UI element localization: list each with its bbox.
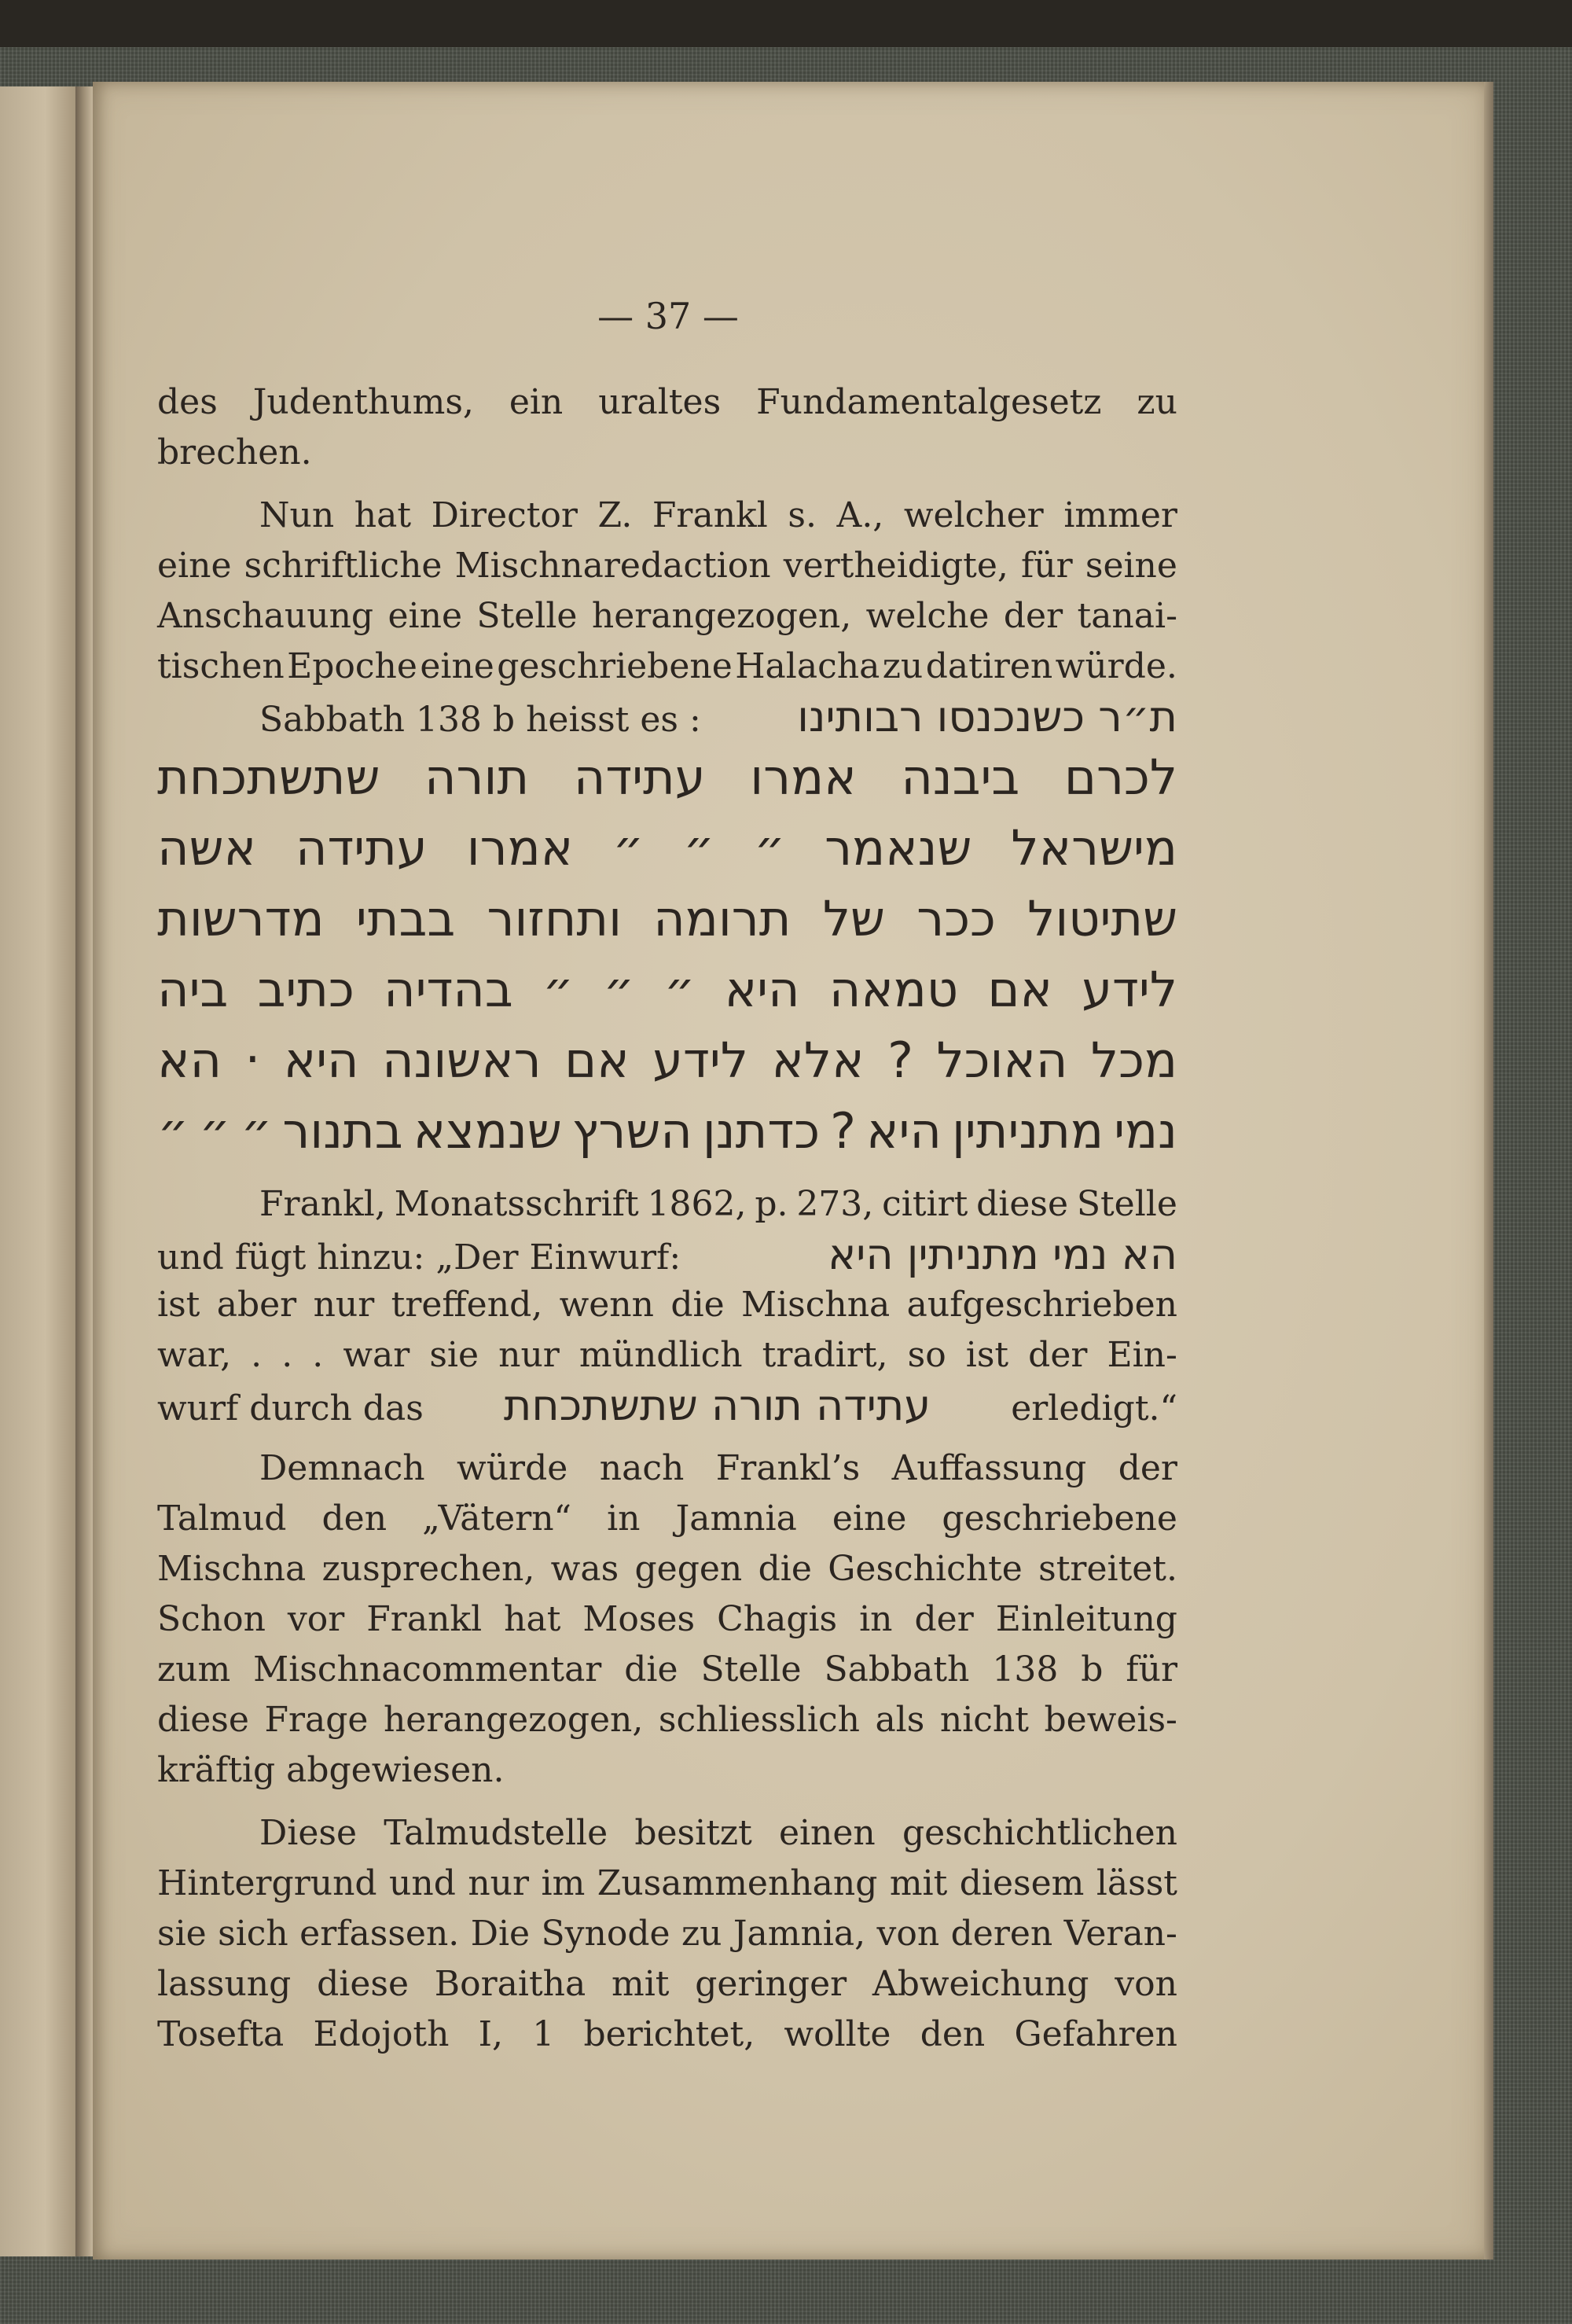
hebrew-line [157,1025,1177,1096]
word: ? [887,1031,914,1089]
word: eine [157,546,232,586]
word: nur [313,1285,375,1325]
word: של [822,890,885,947]
text-line [157,1645,1177,1695]
book-gutter [75,86,93,2256]
word: . [281,1335,293,1375]
word: Mischnacommentar [253,1649,602,1690]
word: ״ [603,961,635,1018]
word: eine [420,646,494,686]
paragraph-spacer [157,1167,1177,1179]
word: hat [354,495,412,535]
word: ״ [199,1102,231,1160]
word: welche [865,596,990,636]
word: wollte [784,2014,891,2054]
word: היא [283,1031,359,1089]
word: ״ [754,819,786,877]
word: ״ [241,1102,273,1160]
text-line [157,1808,1177,1859]
word: טמאה [828,961,959,1018]
word: der [1118,1448,1177,1488]
word: Stelle [1076,1184,1177,1224]
word: im [541,1863,586,1903]
hebrew-line [157,742,1177,813]
word: datiren [925,646,1053,686]
word: ist [965,1335,1009,1375]
text-line [157,1594,1177,1645]
page-edge [1484,82,1493,2260]
text-line [157,1025,1177,1096]
word: Veran- [1063,1914,1177,1954]
word: השרץ [571,1102,692,1160]
word: diese [317,1964,409,2004]
word: אלא [771,1031,865,1089]
hebrew-quote: הא נמי מתניתין היא [828,1230,1177,1279]
word: ״ [542,961,574,1018]
word: Frankl, [259,1184,386,1224]
word: von [1115,1964,1177,2004]
word: עתידה [573,748,706,806]
word: מישראל [1011,819,1177,877]
word: Geschichte [828,1549,1023,1589]
text-line [157,1381,1177,1431]
word: ‧ [244,1031,261,1089]
word: שתשתכחת [157,748,380,806]
word: hat [504,1599,561,1639]
word: streitet. [1038,1549,1177,1589]
text-line [157,1179,1177,1230]
word: . [251,1335,263,1375]
word: s. [788,495,817,535]
word: לכרם [1063,748,1177,806]
hebrew-quote: עתידה תורה שתשתכחת [503,1381,931,1430]
hebrew-line [157,884,1177,954]
page-number: — 37 — [597,295,739,337]
word: nach [599,1448,685,1488]
word: Stelle [476,596,578,636]
word: נמי [1114,1102,1177,1160]
word: 138 [992,1649,1059,1690]
word: ביבנה [901,748,1020,806]
word: gegen [634,1549,743,1589]
word: מדרשות [157,890,325,947]
word: geschriebene [942,1498,1177,1539]
word: sie [157,1914,207,1954]
text-line [157,1230,1177,1280]
word: Auffassung [891,1448,1087,1488]
word: nur [498,1335,560,1375]
hebrew-line [157,1096,1177,1167]
word: lassung [157,1964,292,2004]
word: geschriebene [497,646,733,686]
word: 273, [796,1184,874,1224]
word: שתיטול [1027,890,1177,947]
word: Gefahren [1014,2014,1177,2054]
word: die [624,1649,678,1690]
word: Epoche [287,646,417,686]
word: berichtet, [583,2014,755,2054]
body-text [157,291,1177,2060]
word: war [343,1335,410,1375]
text-line [157,541,1177,591]
word: Tosefta [157,2014,285,2054]
word: Monatsschrift [394,1184,639,1224]
word: ״ [683,819,715,877]
text-line [157,742,1177,813]
word: als [875,1700,925,1740]
word: Die [470,1914,531,1954]
word: אם [987,961,1052,1018]
word: Mischna [157,1549,307,1589]
word: Stelle [700,1649,802,1690]
word: geringer [695,1964,847,2004]
word: aufgeschrieben [906,1285,1177,1325]
word: aber [216,1285,297,1325]
text-line [157,1859,1177,1909]
word: Schon [157,1599,266,1639]
hebrew-line [157,954,1177,1025]
word: ״ [663,961,696,1018]
hebrew-line [157,813,1177,884]
word: Frankl [652,495,768,535]
word: des [157,382,218,422]
word: der [1028,1335,1088,1375]
word: tischen [157,646,285,686]
word: die [758,1549,812,1589]
word: תרומה [653,890,792,947]
word: wenn [559,1285,654,1325]
word: den [321,1498,387,1539]
word: nur [468,1863,530,1903]
text-line [157,642,1177,692]
word: אמרו [466,819,574,877]
word: vor [287,1599,345,1639]
word: Ein- [1107,1335,1177,1375]
word: vertheidigte, [783,546,1008,586]
word: lässt [1096,1863,1177,1903]
word: היא [866,1102,942,1160]
word: ein [509,382,564,422]
text-line [157,591,1177,642]
word: schliesslich [658,1700,860,1740]
word: p. [755,1184,788,1224]
word: אמרו [750,748,857,806]
word: einen [778,1813,876,1853]
word: treffend, [391,1285,543,1325]
word: אשה [157,819,256,877]
word: Boraitha [434,1964,586,2004]
word: zu [681,1914,722,1954]
word: und [389,1863,456,1903]
text-line [157,1330,1177,1381]
text-line [157,692,1177,742]
word: uraltes [598,382,722,422]
word: zum [157,1649,231,1690]
word: ותחזור [487,890,622,947]
word: ״ [612,819,645,877]
word: was [550,1549,619,1589]
word: mit [889,1863,948,1903]
word: von [876,1914,940,1954]
word: Sabbath [824,1649,970,1690]
word: Moses [582,1599,696,1639]
word: Nun [259,495,335,535]
word: Chagis [717,1599,838,1639]
word: deren [950,1914,1053,1954]
text-line [157,1280,1177,1330]
word: Talmudstelle [384,1813,608,1853]
word: שנאמר [825,819,972,877]
word: sie [429,1335,479,1375]
word: besitzt [634,1813,752,1853]
word: כתיב [257,961,354,1018]
word: ביה [157,961,229,1018]
word: für [1021,546,1073,586]
word: welcher [903,495,1044,535]
word: אם [564,1031,630,1089]
word: mündlich [578,1335,743,1375]
text-line [157,1959,1177,2010]
word: Fundamentalgesetz [756,382,1102,422]
word: שנמצא [413,1102,562,1160]
word: מתניתין [952,1102,1104,1160]
latin-text: und fügt hinzu: „Der Einwurf: [157,1237,681,1278]
word: die [670,1285,725,1325]
word: תורה [424,748,530,806]
latin-text: wurf durch das [157,1388,424,1429]
word: nicht [939,1700,1029,1740]
word: Halacha [735,646,880,686]
word: האוכל [936,1031,1068,1089]
word: würde. [1055,646,1177,686]
word: diese [976,1184,1069,1224]
text-line: kräftig abgewiesen. [157,1750,505,1790]
word: הא [157,1031,222,1089]
text-line [157,1096,1177,1167]
word: Frage [264,1700,369,1740]
text-line [157,954,1177,1025]
text-line [157,1909,1177,1959]
word: מכל [1090,1031,1177,1089]
word: Anschauung [157,596,374,636]
word: in [607,1498,641,1539]
word: eine [832,1498,907,1539]
word: ist [157,1285,200,1325]
word: Jamnia [675,1498,797,1539]
word: Abweichung [872,1964,1089,2004]
word: tradirt, [762,1335,888,1375]
text-line [157,1443,1177,1494]
word: so [907,1335,946,1375]
word: geschichtlichen [902,1813,1177,1853]
text-line [157,2010,1177,2060]
word: Mischna [741,1285,891,1325]
text-line [157,491,1177,541]
text-line [157,1494,1177,1544]
word: Hintergrund [157,1863,377,1903]
word: den [920,2014,986,2054]
word: b [1081,1649,1104,1690]
word: Edojoth [313,2014,450,2054]
word: 1862, [647,1184,747,1224]
word: der [914,1599,974,1639]
word: Zusammenhang [597,1863,878,1903]
word: בהדיה [384,961,513,1018]
text-line [157,884,1177,954]
text-line [157,1544,1177,1594]
word: sich [218,1914,288,1954]
word: כדתנן [702,1102,820,1160]
text-line [157,1695,1177,1745]
word: diese [157,1700,249,1740]
word: schriftliche [244,546,443,586]
word: Demnach [259,1448,425,1488]
word: zu [1137,382,1177,422]
word: „Vätern“ [422,1498,572,1539]
word: Einleitung [995,1599,1177,1639]
word: citirt [882,1184,968,1224]
word: בתנור [282,1102,403,1160]
word: diesem [959,1863,1085,1903]
word: war, [157,1335,232,1375]
word: immer [1063,495,1177,535]
word: Jamnia, [733,1914,866,1954]
word: herangezogen, [383,1700,644,1740]
word: würde [457,1448,568,1488]
text-line [157,377,1177,428]
word: לידע [1082,961,1177,1018]
word: in [859,1599,893,1639]
word: A., [836,495,884,535]
paragraph-spacer [157,478,1177,491]
word: . [312,1335,324,1375]
word: der [1003,596,1063,636]
word: seine [1085,546,1177,586]
word: Diese [259,1813,358,1853]
word: mit [611,1964,670,2004]
word: 1 [532,2014,555,2054]
word: tanai- [1077,596,1177,636]
word: Frankl [366,1599,483,1639]
text-line: brechen. [157,432,312,473]
text-line [157,813,1177,884]
word: Judenthums, [252,382,474,422]
word: ראשונה [382,1031,542,1089]
word: eine [387,596,462,636]
left-page-edge [0,86,75,2256]
latin-text: Sabbath 138 b heisst es : [259,700,701,740]
word: Mischnaredaction [454,546,771,586]
word: ככר [916,890,996,947]
word: beweis- [1044,1700,1177,1740]
word: ״ [157,1102,189,1160]
word: Z. [597,495,633,535]
word: I, [478,2014,504,2054]
word: Synode [541,1914,670,1954]
word: Talmud [157,1498,287,1539]
latin-text: erledigt.“ [1011,1388,1177,1429]
word: für [1126,1649,1177,1690]
word: Frankl’s [715,1448,861,1488]
word: ? [830,1102,857,1160]
word: עתידה [295,819,428,877]
hebrew-quote: ת״ר כשנכנסו רבותינו [797,692,1177,741]
word: היא [724,961,800,1018]
word: erfassen. [299,1914,460,1954]
word: zusprechen, [321,1549,535,1589]
word: zu [882,646,924,686]
word: herangezogen, [591,596,852,636]
paragraph-spacer [157,1796,1177,1808]
word: בבתי [355,890,456,947]
word: לידע [652,1031,748,1089]
word: Director [431,495,578,535]
